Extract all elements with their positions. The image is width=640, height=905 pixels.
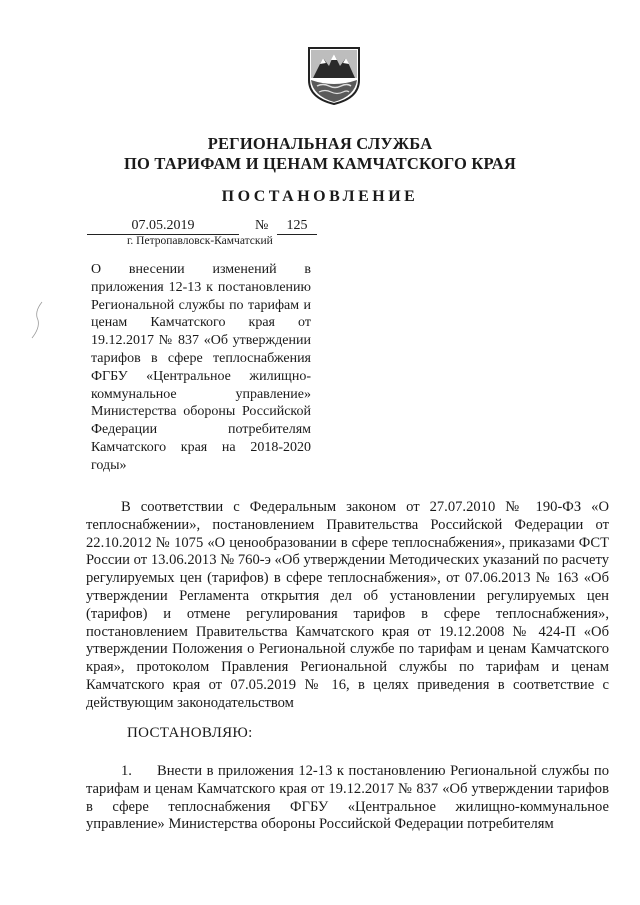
document-city: г. Петропавловск-Камчатский [127,235,273,247]
pen-mark [28,300,46,340]
document-type: ПОСТАНОВЛЕНИЕ [221,188,419,205]
document-subject: О внесении изменений в приложения 12-13 к постановлению Региональной службы по тарифам и ценам Камчатского края от 19.12.2017 № 837 «Об утверждении тарифов в сфере теплоснабжения ФГБУ «Центральное жилищно-коммунальное управление» Министерства обороны Российской Федерации потребителям Камчатского края на 2018-2020 годы» [91,262,311,473]
decree-word: ПОСТАНОВЛЯЮ: [127,725,253,741]
number-label: № [255,218,269,233]
item-number: 1. [121,763,132,779]
document-number: 125 [277,218,317,235]
kamchatka-coat-of-arms-icon [303,44,365,106]
organization-name-line2: ПО ТАРИФАМ И ЦЕНАМ КАМЧАТСКОГО КРАЯ [124,154,516,173]
list-item [86,763,609,834]
organization-name-line1: РЕГИОНАЛЬНАЯ СЛУЖБА [207,134,433,153]
item-text: Внести в приложения 12-13 к постановлению Региональной службы по тарифам и ценам Камчатского края от 19.12.2017 № 837 «Об утверждении тарифов в сфере теплоснабжения ФГБУ «Центральное жилищно-коммунальное управление» Министерства обороны Российской Федерации потребителям [86,763,609,833]
organization-name [0,134,640,174]
document-date: 07.05.2019 [87,218,239,235]
preamble-paragraph: В соответствии с Федеральным законом от 27.07.2010 № 190-ФЗ «О теплоснабжении», постановлением Правительства Российской Федерации от 22.10.2012 № 1075 «О ценообразовании в сфере теплоснабжения», приказами ФСТ России от 13.06.2013 № 760-э «Об утверждении Методических указаний по расчету регулируемых цен (тарифов) в сфере теплоснабжения», от 07.06.2013 № 163 «Об утверждении Регламента открытия дел об установлении регулируемых цен (тарифов) и отмене регулирования тарифов в сфере теплоснабжения», постановлением Правительства Камчатского края от 19.12.2008 № 424-П «Об утверждении Положения о Региональной службе по тарифам и ценам Камчатского края», протоколом Правления Региональной службы по тарифам и ценам Камчатского края от 07.05.2019 № 16, в целях приведения в соответствие с действующим законодательством [86,499,609,711]
